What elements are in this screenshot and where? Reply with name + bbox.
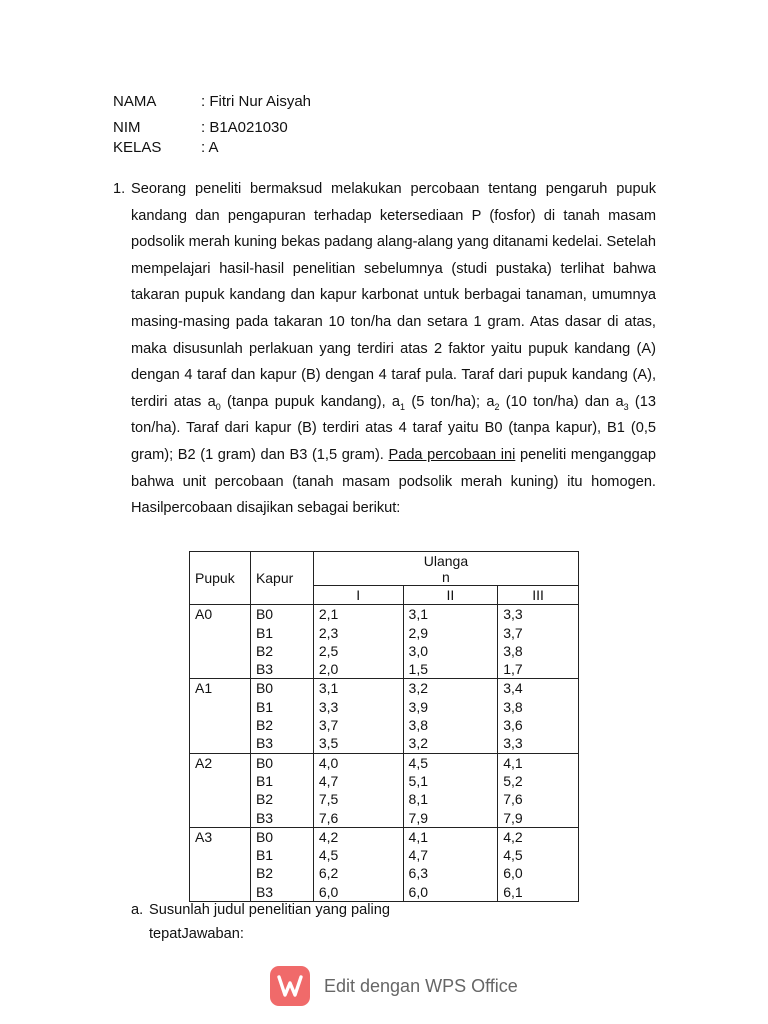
- table-row: [190, 790, 579, 808]
- value-cell: 2,0: [313, 660, 403, 679]
- value-cell: 4,1: [498, 753, 579, 772]
- pupuk-cell: [190, 642, 251, 660]
- value-cell: 3,7: [313, 716, 403, 734]
- kapur-cell: B3: [250, 660, 313, 679]
- value-cell: 2,3: [313, 624, 403, 642]
- table-row: [190, 716, 579, 734]
- pupuk-cell: [190, 734, 251, 753]
- value-cell: 6,0: [313, 883, 403, 902]
- value-cell: 3,1: [313, 679, 403, 698]
- kelas-label: KELAS: [113, 139, 162, 156]
- header-kapur: Kapur: [250, 552, 313, 605]
- pupuk-cell: [190, 698, 251, 716]
- value-cell: 7,6: [313, 809, 403, 828]
- kapur-cell: B1: [250, 846, 313, 864]
- value-cell: 6,2: [313, 864, 403, 882]
- kelas-value: : A: [201, 139, 219, 156]
- sub-question-text: Susunlah judul penelitian yang paling tepatJawaban:: [149, 902, 390, 942]
- pupuk-cell: [190, 716, 251, 734]
- value-cell: 3,8: [498, 698, 579, 716]
- table-row: [190, 864, 579, 882]
- kapur-cell: B3: [250, 734, 313, 753]
- question-number: 1.: [113, 181, 126, 197]
- kapur-cell: B1: [250, 624, 313, 642]
- value-cell: 3,5: [313, 734, 403, 753]
- value-cell: 4,7: [313, 772, 403, 790]
- value-cell: 4,2: [313, 827, 403, 846]
- pupuk-cell: [190, 846, 251, 864]
- question-text: Seorang peneliti bermaksud melakukan percobaan tentang pengaruh pupuk kandang dan pengapuran terhadap ketersediaan P (fosfor) di tanah masam podsolik merah kuning bekas padang alang-alang yang ditanami kedelai. Setelah mempelajari hasil-hasil penelitian sebelumnya (studi pustaka) terlihat bahwa takaran pupuk kandang dan kapur karbonat untuk berbagai tanaman, umumnya masing-masing pada takaran 10 ton/ha dan setara 1 gram. Atas dasar di atas, maka disusunlah perlakuan yang terdiri atas 2 faktor yaitu pupuk kandang (A) dengan 4 taraf dan kapur (B) dengan 4 taraf pula. Taraf dari pupuk kandang (A), terdiri atas $a_0$ (tanpa pupuk kandang), $a_1$ (5 ton/ha); $a_2$ (10 ton/ha) dan $a_3$ (13 ton/ha). Taraf dari kapur (B) terdiri atas 4 taraf yaitu B0 (tanpa kapur), B1 (0,5 gram); B2 (1 gram) dan B3 (1,5 gram). Pada percobaan ini peneliti menganggap bahwa unit percobaan (tanah masam podsolik merah kuning) itu homogen. Hasilpercobaan disajikan sebagai berikut:: [131, 181, 657, 517]
- value-cell: 7,9: [498, 809, 579, 828]
- value-cell: 5,2: [498, 772, 579, 790]
- value-cell: 3,2: [403, 679, 498, 698]
- value-cell: 6,1: [498, 883, 579, 902]
- value-cell: 4,1: [403, 827, 498, 846]
- nim-value: : B1A021030: [201, 119, 288, 136]
- kapur-cell: B0: [250, 605, 313, 624]
- value-cell: 6,0: [403, 883, 498, 902]
- value-cell: 3,8: [403, 716, 498, 734]
- sub-question-letter: a.: [131, 902, 144, 918]
- pupuk-cell: [190, 772, 251, 790]
- value-cell: 3,6: [498, 716, 579, 734]
- pupuk-cell: [190, 790, 251, 808]
- value-cell: 7,9: [403, 809, 498, 828]
- nama-label: NAMA: [113, 93, 157, 110]
- kapur-cell: B0: [250, 679, 313, 698]
- nim-label: NIM: [113, 119, 141, 136]
- wps-watermark-text: Edit dengan WPS Office: [324, 975, 518, 996]
- header-rep-3: III: [498, 586, 579, 605]
- pupuk-cell: A0: [190, 605, 251, 624]
- value-cell: 4,5: [313, 846, 403, 864]
- value-cell: 1,5: [403, 660, 498, 679]
- question-1: [113, 176, 656, 522]
- value-cell: 3,0: [403, 642, 498, 660]
- value-cell: 2,9: [403, 624, 498, 642]
- table-row: [190, 660, 579, 679]
- pupuk-cell: A1: [190, 679, 251, 698]
- value-cell: 5,1: [403, 772, 498, 790]
- table-row: [190, 827, 579, 846]
- value-cell: 6,3: [403, 864, 498, 882]
- header-rep-2: II: [403, 586, 498, 605]
- value-cell: 4,5: [498, 846, 579, 864]
- value-cell: 2,1: [313, 605, 403, 624]
- pupuk-cell: [190, 864, 251, 882]
- value-cell: 8,1: [403, 790, 498, 808]
- value-cell: 4,5: [403, 753, 498, 772]
- results-table: [189, 551, 579, 902]
- value-cell: 3,3: [498, 605, 579, 624]
- kapur-cell: B2: [250, 642, 313, 660]
- table-row: [190, 772, 579, 790]
- kapur-cell: B0: [250, 753, 313, 772]
- table-row: [190, 734, 579, 753]
- table-row: [190, 605, 579, 624]
- header-rep-1: I: [313, 586, 403, 605]
- value-cell: 3,3: [313, 698, 403, 716]
- header-pupuk: Pupuk: [190, 552, 251, 605]
- value-cell: 6,0: [498, 864, 579, 882]
- kapur-cell: B2: [250, 864, 313, 882]
- table-row: [190, 846, 579, 864]
- value-cell: 3,3: [498, 734, 579, 753]
- sub-question-a: [131, 898, 429, 946]
- underlined-phrase: Pada percobaan ini: [388, 446, 516, 463]
- value-cell: 1,7: [498, 660, 579, 679]
- table-row: [190, 809, 579, 828]
- wps-watermark[interactable]: [270, 964, 518, 1008]
- value-cell: 3,2: [403, 734, 498, 753]
- value-cell: 3,8: [498, 642, 579, 660]
- value-cell: 4,2: [498, 827, 579, 846]
- kapur-cell: B1: [250, 698, 313, 716]
- kapur-cell: B1: [250, 772, 313, 790]
- table-row: [190, 698, 579, 716]
- table-row: [190, 753, 579, 772]
- value-cell: 3,7: [498, 624, 579, 642]
- pupuk-cell: A2: [190, 753, 251, 772]
- value-cell: 3,9: [403, 698, 498, 716]
- kapur-cell: B2: [250, 716, 313, 734]
- value-cell: 3,4: [498, 679, 579, 698]
- table-row: [190, 679, 579, 698]
- pupuk-cell: [190, 809, 251, 828]
- value-cell: 7,5: [313, 790, 403, 808]
- value-cell: 7,6: [498, 790, 579, 808]
- nama-value: : Fitri Nur Aisyah: [201, 93, 312, 110]
- pupuk-cell: A3: [190, 827, 251, 846]
- kapur-cell: B2: [250, 790, 313, 808]
- header-ulangan: Ulanga n: [313, 552, 578, 586]
- wps-logo-icon: [270, 966, 310, 1006]
- kapur-cell: B0: [250, 827, 313, 846]
- table-row: [190, 624, 579, 642]
- value-cell: 2,5: [313, 642, 403, 660]
- pupuk-cell: [190, 660, 251, 679]
- value-cell: 3,1: [403, 605, 498, 624]
- pupuk-cell: [190, 624, 251, 642]
- kapur-cell: B3: [250, 883, 313, 902]
- table-row: [190, 642, 579, 660]
- kapur-cell: B3: [250, 809, 313, 828]
- value-cell: 4,0: [313, 753, 403, 772]
- value-cell: 4,7: [403, 846, 498, 864]
